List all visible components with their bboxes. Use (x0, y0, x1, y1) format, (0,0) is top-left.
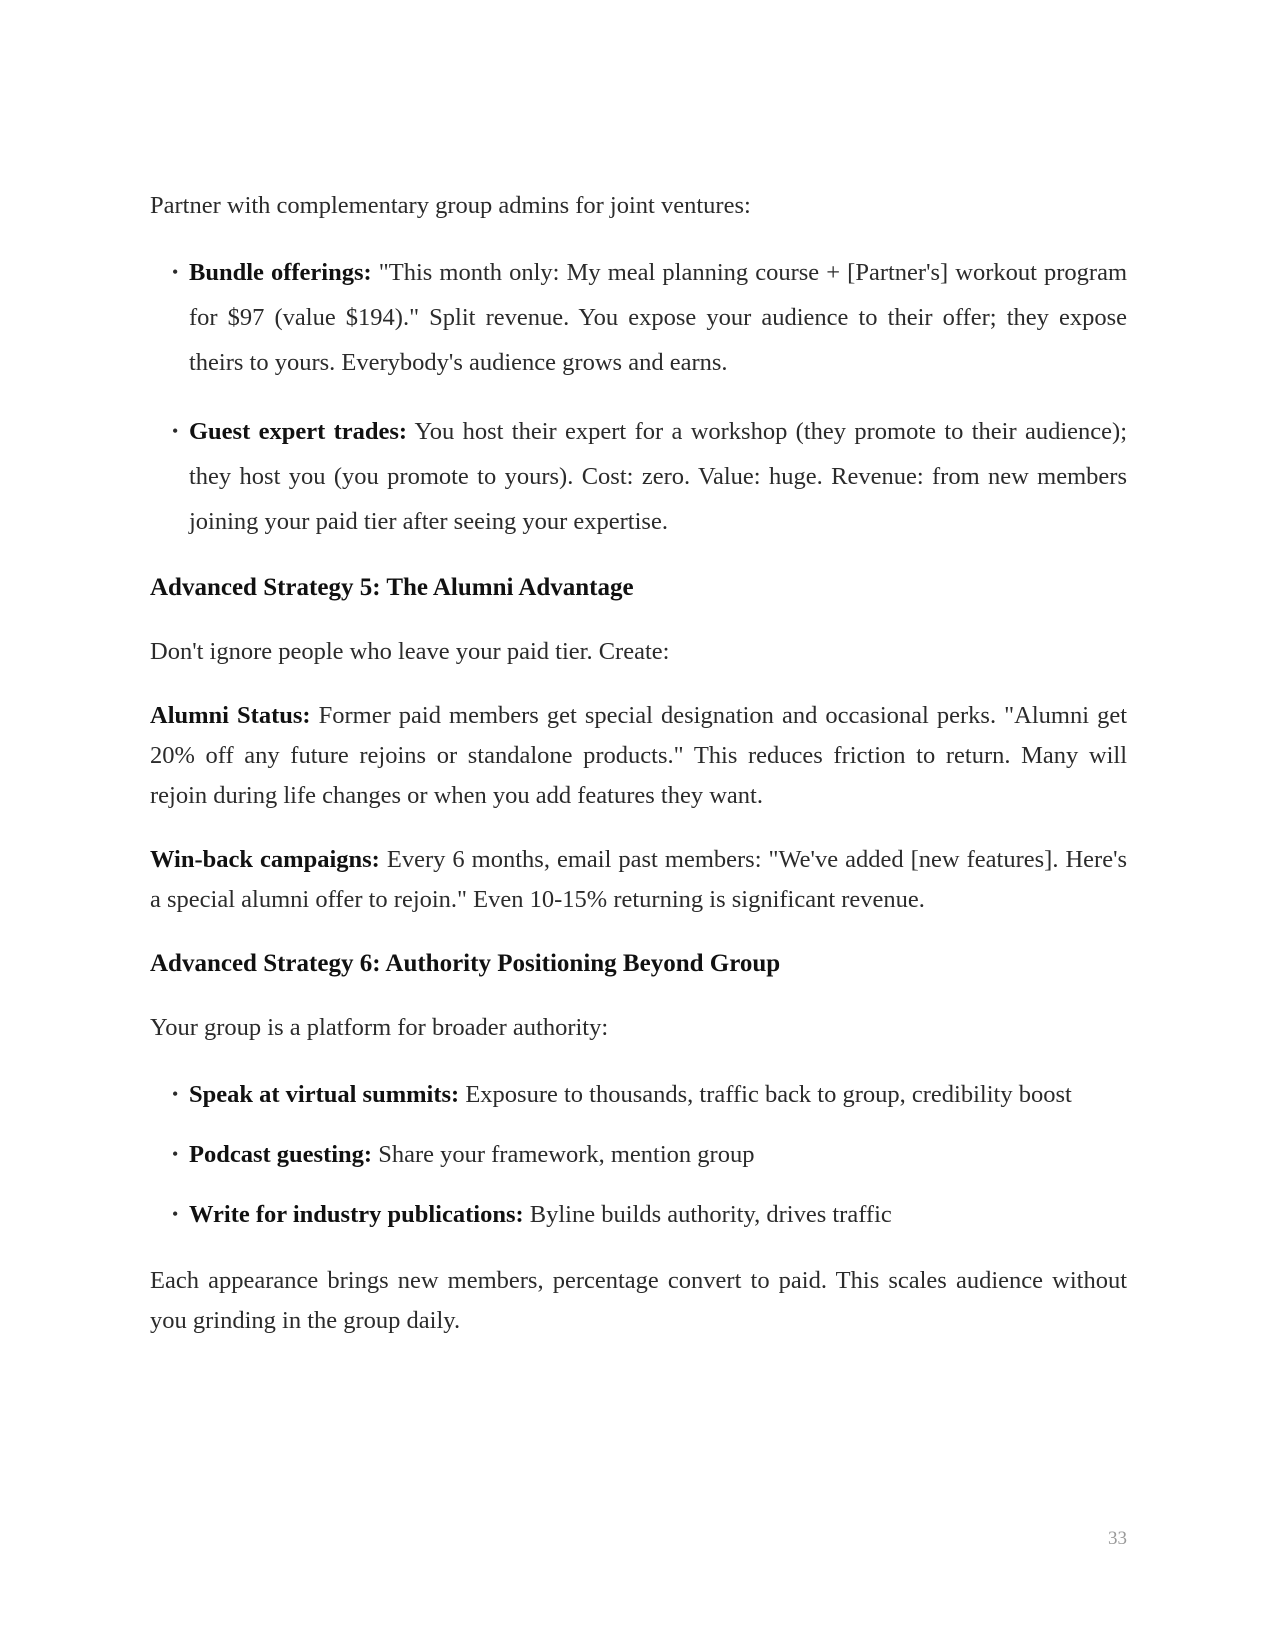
bullet-icon: • (172, 1084, 179, 1104)
bullet-icon: • (172, 1204, 179, 1224)
list-item (150, 1072, 1127, 1117)
bullet-label: Guest expert trades: (189, 418, 408, 445)
strategy6-closing: Each appearance brings new members, percentage convert to paid. This scales audience without you grinding in the group daily. (150, 1267, 1127, 1334)
winback-label: Win-back campaigns: (150, 846, 380, 873)
bullet-label: Bundle offerings: (189, 259, 372, 286)
bullet-label: Write for industry publications: (189, 1201, 524, 1228)
list-item (150, 1132, 1127, 1177)
alumni-status-label: Alumni Status: (150, 702, 311, 729)
bullet-text: Exposure to thousands, traffic back to group, credibility boost (465, 1081, 1072, 1108)
list-item (150, 409, 1127, 544)
bullet-text: Share your framework, mention group (378, 1141, 755, 1168)
page-number: 33 (1108, 1528, 1127, 1549)
strategy5-intro: Don't ignore people who leave your paid tier. Create: (150, 638, 670, 665)
partner-intro: Partner with complementary group admins for joint ventures: (150, 192, 751, 219)
bullet-icon: • (172, 262, 179, 282)
bullet-label: Speak at virtual summits: (189, 1081, 460, 1108)
bullet-text: Byline builds authority, drives traffic (529, 1201, 892, 1228)
strategy6-heading: Advanced Strategy 6: Authority Positioning Beyond Group (150, 950, 781, 977)
list-item (150, 250, 1127, 385)
strategy6-intro: Your group is a platform for broader authority: (150, 1014, 609, 1041)
bullet-text: "This month only: My meal planning course + [Partner's] workout program for $97 (value $194)." Split revenue. You expose your audience to their offer; they expose theirs to yours. Everybody's audience grows and earns. (189, 259, 1128, 376)
authority-bullet-list (150, 1072, 1127, 1237)
list-item (150, 1192, 1127, 1237)
bullet-icon: • (172, 421, 179, 441)
winback-paragraph (150, 840, 1127, 920)
bullet-label: Podcast guesting: (189, 1141, 373, 1168)
bullet-text: You host their expert for a workshop (they promote to their audience); they host you (you promote to yours). Cost: zero. Value: huge. Revenue: from new members joining your paid tier after seeing your expertise. (189, 418, 1128, 535)
alumni-status-paragraph (150, 696, 1127, 816)
alumni-status-text: Former paid members get special designation and occasional perks. "Alumni get 20% off any future rejoins or standalone products." This reduces friction to return. Many will rejoin during life changes or when you add features they want. (150, 702, 1127, 809)
strategy5-heading: Advanced Strategy 5: The Alumni Advantage (150, 574, 634, 601)
winback-text: Every 6 months, email past members: "We've added [new features]. Here's a special alumni offer to rejoin." Even 10-15% returning is significant revenue. (150, 846, 1128, 913)
partner-bullet-list (150, 250, 1127, 544)
bullet-icon: • (172, 1144, 179, 1164)
page-body (150, 186, 1127, 1365)
